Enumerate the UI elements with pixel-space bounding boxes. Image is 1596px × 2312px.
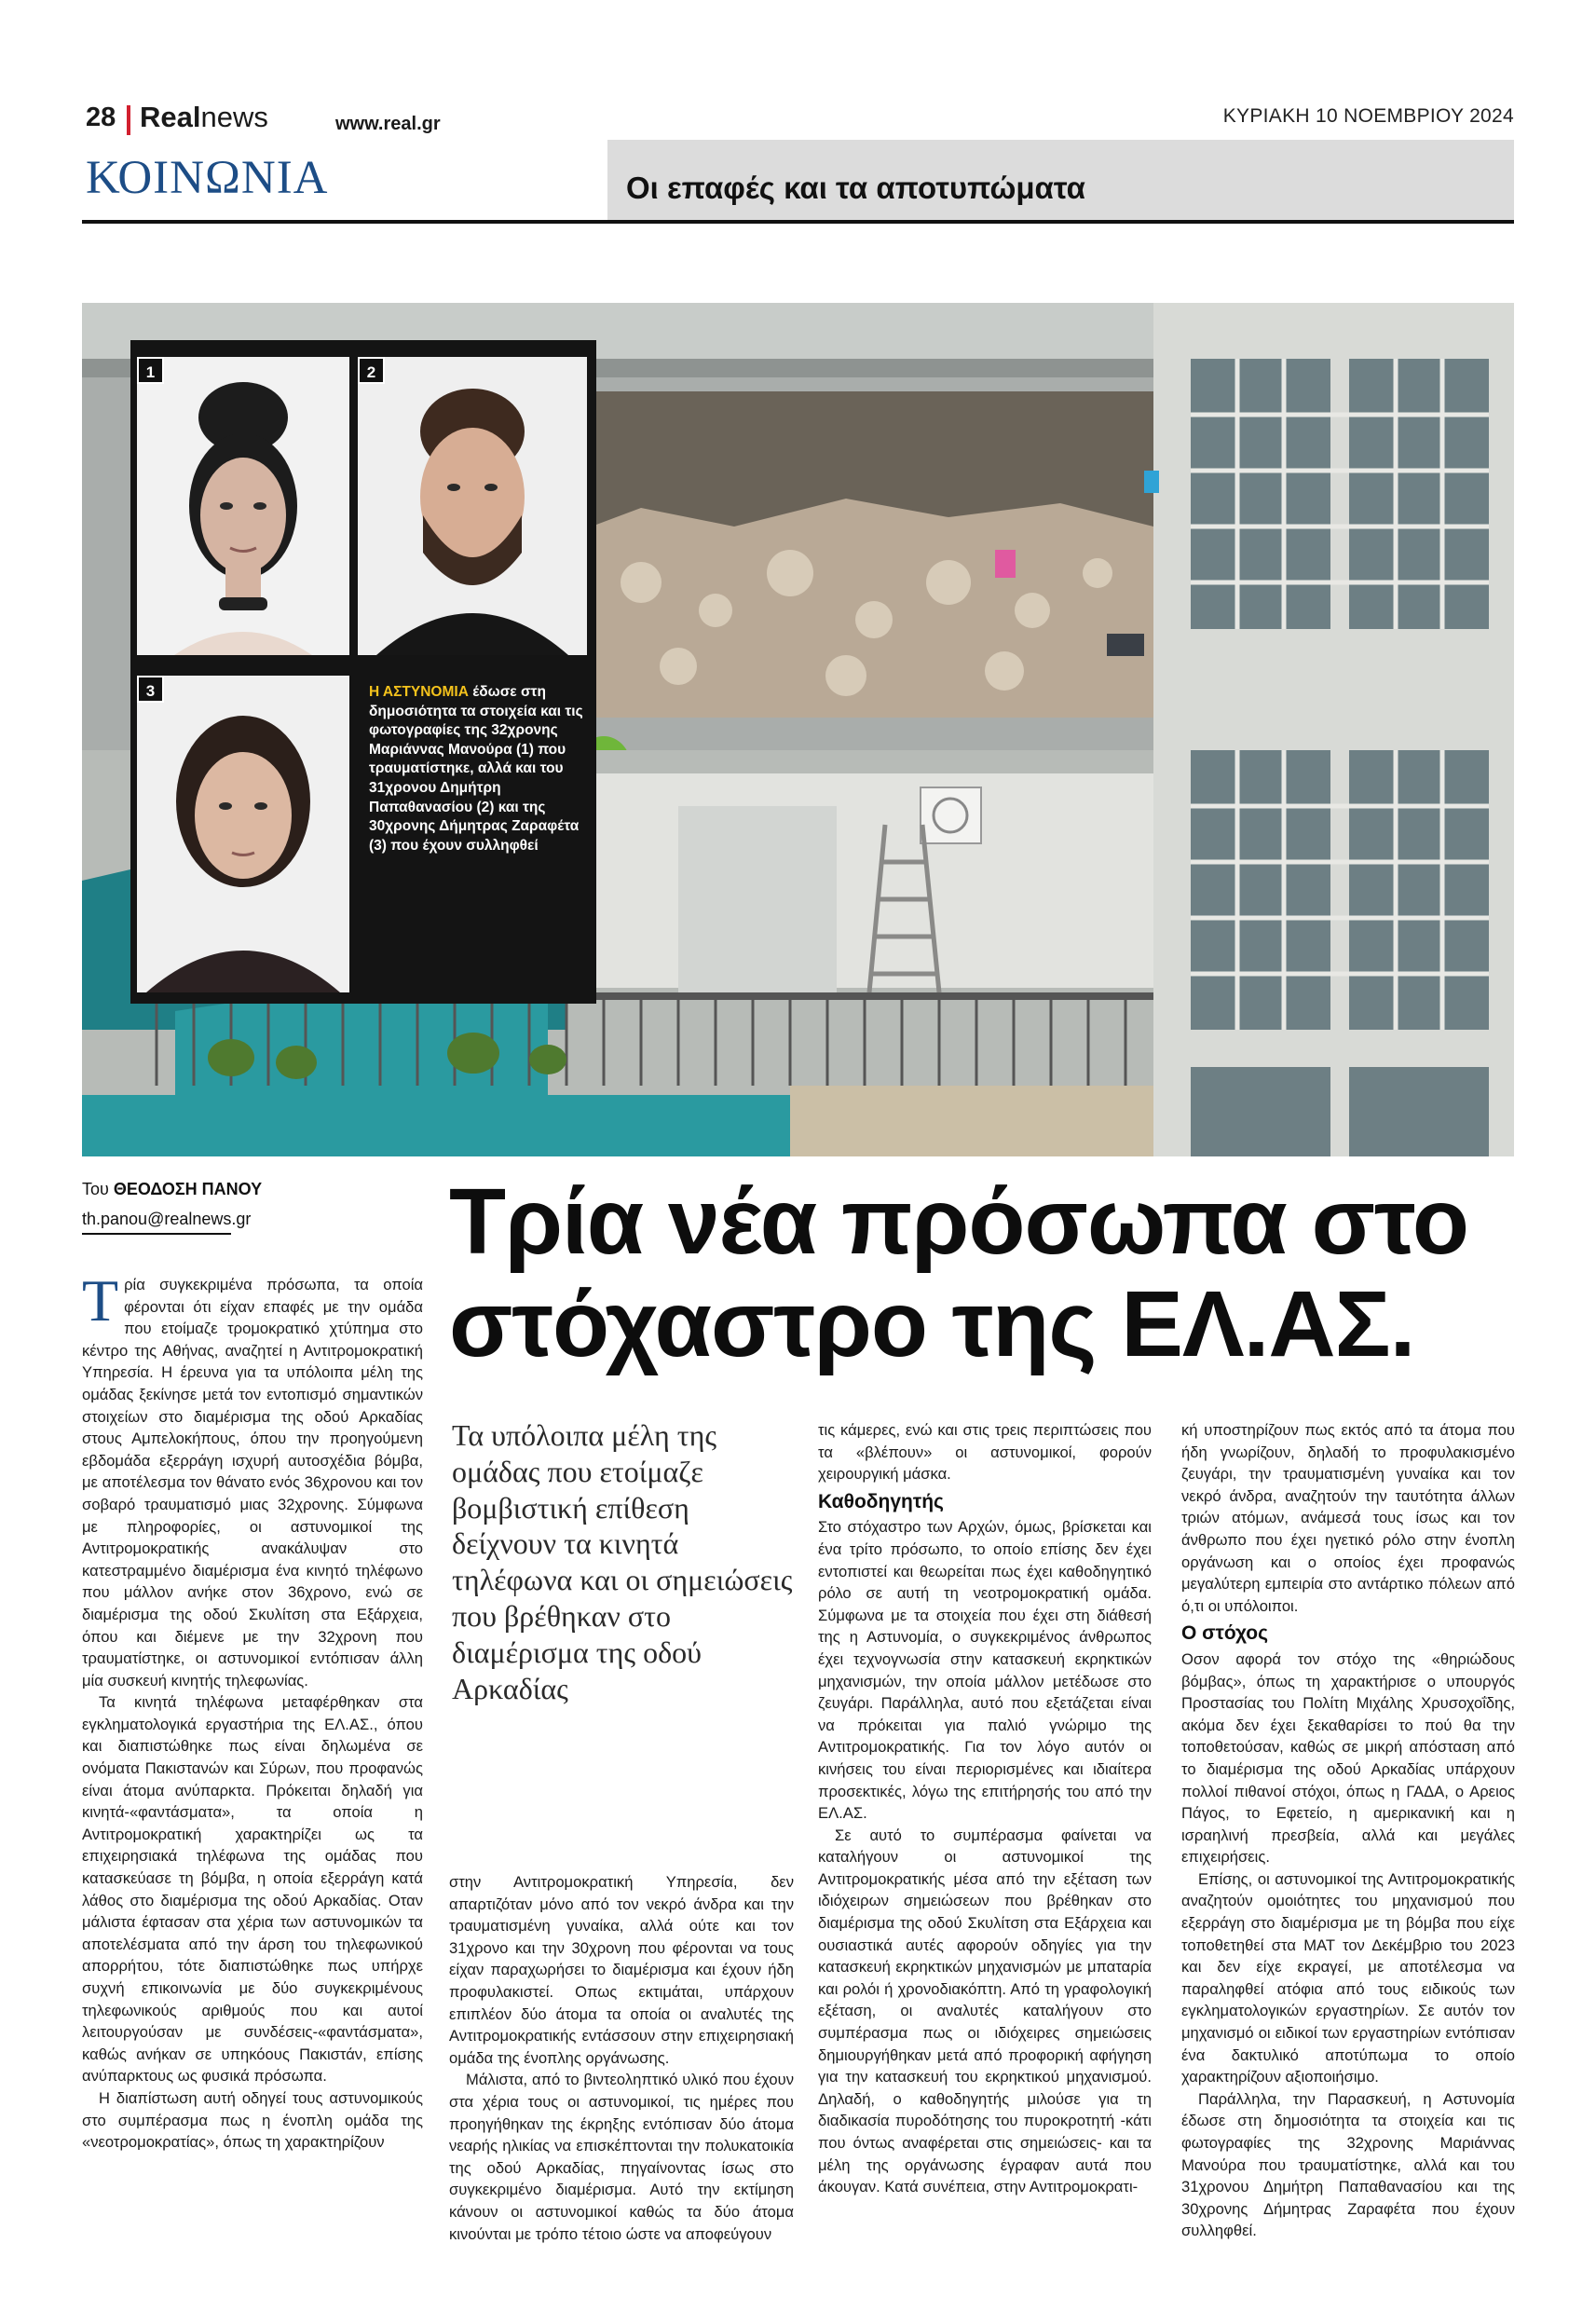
paragraph-text: ρία συγκεκριμένα πρόσωπα, τα οποία φέρονται ότι είχαν επαφές με την ομάδα που ετοίμαζε τρομοκρατικό χτύπημα στο κέντρο της Αθήνας, αναζητεί η Αντιτρομοκρατική Υπηρεσία. Η έρευνα για τα υπόλοιπα μέλη της ομάδας ξεκίνησε μετά τον εντοπισμό σημαντικών στοιχείων στο διαμέρισμα της οδού Αρκαδίας στους Αμπελοκήπους, όπου την προηγούμενη εβδομάδα εξερράγη ισχυρή αυτοσχέδια βόμβα, με αποτέλεσμα τον θάνατο ενός 36χρονου και τον σοβαρό τραυματισμό μιας 32χρονης. Σύμφωνα με πληροφορίες, οι αστυνομικοί της Αντιτρομοκρατικής ανακάλυψαν στο κατεστραμμένο διαμέρισμα ένα κινητό τηλέφωνο που μάλλον ανήκε στον 36χρονο, ενώ σε διαμέρισμα της οδού Σκυλίτση στα Εξάρχεια, όπου και διέμενε με την 32χρονη που τραυματίστηκε, οι αστυνομικοί εντόπισαν άλλη μία συσκευή κινητής τηλεφωνίας. — [82, 1276, 423, 1690]
paragraph: Επίσης, οι αστυνομικοί της Αντιτρομοκρατικής αναζητούν ομοιότητες του μηχανισμού που εξερράγη στο διαμέρισμα με τη βόμβα που είχε τοποθετηθεί στα ΜΑΤ τον Δεκέμβριο του 2023 και δεν είχε εκραγεί, με αποτέλεσμα να παραληφθεί ατόφια από τους ειδικούς των εγκληματολογικών εργαστηρίων. Σε αυτόν τον μηχανισμό οι ειδικοί των εργαστηρίων εντόπισαν ένα δακτυλικό αποτύπωμα το οποίο χαρακτηρίζουν αξιοποιήσιμο. — [1181, 1869, 1515, 2086]
suspects-inset-panel — [130, 340, 596, 1004]
brand-logo — [140, 101, 268, 134]
topic-title: Οι επαφές και τα αποτυπώματα — [626, 171, 1085, 205]
body-column-4 — [1181, 1419, 1515, 2242]
brand-logo-bold: Real — [140, 101, 201, 133]
caption-lead: Η ΑΣΤΥΝΟΜΙΑ — [369, 684, 469, 700]
body-column-2 — [449, 1871, 794, 2245]
headline — [449, 1170, 1511, 1375]
caption-text: έδωσε στη δημοσιότητα τα στοιχεία και τις φωτογραφίες της 32χρονης Μαριάννας Μανούρα (1) που τραυματίστηκε, αλλά και του 31χρονου Δημήτρη Παπαθανασίου (2) και της 30χρονης Δήμητρας Ζαραφέτα (3) που έχουν συλληφθεί — [369, 684, 583, 854]
subheading-kathodigitis: Καθοδηγητής — [818, 1490, 944, 1512]
suspect-photo-2 — [358, 357, 587, 655]
paragraph: Μάλιστα, από το βιντεοληπτικό υλικό που έχουν στα χέρια τους οι αστυνομικοί, τις ημέρες που προηγήθηκαν της έκρηξης εντόπισαν δύο άτομα νεαρής ηλικίας να επισκέπτονται την πολυκατοικία της οδού Αρκαδίας, πηγαίνοντας ίσως στο συγκεκριμένο διαμέρισμα. Αυτό την εκτίμηση κάνουν οι αστυνομικοί καθώς τα δύο άτομα κινούνται με τρόπο τέτοιο ώστε να αποφεύγουν — [449, 2071, 794, 2243]
header-divider-bar — [127, 105, 130, 135]
pull-quote: Τα υπόλοιπα μέλη της ομάδας που ετοίμαζε βομβιστική επίθεση δείχνουν τα κινητά τηλέφωνα και οι σημειώσεις που βρέθηκαν στο διαμέρισμα της οδού Αρκαδίας — [452, 1418, 793, 1705]
paragraph: Παράλληλα, την Παρασκευή, η Αστυνομία έδωσε στη δημοσιότητα τα στοιχεία και τις φωτογραφίες της 32χρονης Μαριάννας Μανούρα που τραυματίστηκε, αλλά και του 31χρονου Δημήτρη Παπαθανασίου και της 30χρονης Δήμητρας Ζαραφέτα που έχουν συλληφθεί. — [1181, 2089, 1515, 2240]
body-column-3 — [818, 1419, 1152, 2198]
headline-line-1: Τρία νέα πρόσωπα στο — [449, 1170, 1468, 1274]
site-url: www.real.gr — [335, 114, 441, 134]
author-email[interactable]: th.panou@realnews.gr — [82, 1210, 252, 1228]
body-column-1 — [82, 1267, 423, 2154]
paragraph: Στο στόχαστρο των Αρχών, όμως, βρίσκεται και ένα τρίτο πρόσωπο, το οποίο επίσης δεν έχει εντοπιστεί και θεωρείται πως έχει καθοδηγητικό ρόλο σε αυτή τη νεοτρομοκρατική ομάδα. Σύμφωνα με τα στοιχεία που έχει στη διάθεσή της η Αστυνομία, ο συγκεκριμένος άνθρωπος έχει τεχνογνωσία στην κατασκευή εκρηκτικών μηχανισμών, την οποία μάλλον μετέδωσε στο ζευγάρι. Παράλληλα, αυτό που εξετάζεται είναι να πρόκειται για παλιό γνώριμο της Αντιτρομοκρατικής. Για τον λόγο αυτόν οι κινήσεις του είναι περιορισμένες και ιδιαίτερα προσεκτικές, λόγω της επιτήρησής του από την ΕΛ.ΑΣ. — [818, 1518, 1152, 1823]
issue-date: ΚΥΡΙΑΚΗ 10 ΝΟΕΜΒΡΙΟΥ 2024 — [1222, 105, 1514, 127]
byline — [82, 1180, 262, 1199]
subheading-o-stoxos: Ο στόχος — [1181, 1622, 1269, 1645]
paragraph: Σε αυτό το συμπέρασμα φαίνεται να καταλήγουν οι αστυνομικοί της Αντιτρομοκρατικής μέσα από την εξέταση των ιδιόχειρων σημειώσεων που βρέθηκαν στο διαμέρισμα της οδού Σκυλίτση στα Εξάρχεια και ουσιαστικά αυτές αφορούν οδηγίες για την κατασκευή εκρηκτικών μηχανισμών με μπαταρία και ρολόι ή χρονοδιακόπτη. Από τη γραφολογική εξέταση, οι αναλυτές καταλήγουν στο συμπέρασμα πως οι ιδιόχειρες σημειώσεις δημιουργήθηκαν μετά από προφορική αφήγηση για την κατασκευή του εκρηκτικού μηχανισμού. Δηλαδή, ο καθοδηγητής μιλούσε για τη διαδικασία πυροδότησης του πυροκροτητή -κάτι που όντως αναφέρεται στις σημειώσεις- και τα μέλη της οργάνωσης έγραφαν αυτά που άκουγαν. Κατά συνέπεια, στην Αντιτρομοκρατι- — [818, 1826, 1152, 2196]
photo-tag-3: 3 — [137, 676, 164, 703]
paragraph: τις κάμερες, ενώ και στις τρεις περιπτώσεις που τα «βλέπουν» οι αστυνομικοί, φορούν χειρουργική μάσκα. — [818, 1421, 1152, 1484]
suspect-photo-3 — [137, 676, 349, 992]
photo-tag-1: 1 — [137, 357, 164, 384]
drop-cap: Τ — [82, 1267, 119, 1334]
byline-rule — [82, 1233, 231, 1235]
paragraph: κή υποστηρίζουν πως εκτός από τα άτομα που ήδη γνωρίζουν, δηλαδή το προφυλακισμένο ζευγάρι, την τραυματισμένη γυναίκα και τον νεκρό άνδρα, αναζητούν την ταυτότητα άλλων τριών ατόμων, ανάμεσά τους ίσως και τον άνθρωπο που έχει ηγετικό ρόλο στην ένοπλη οργάνωση και ο οποίος έχει προφανώς μεγαλύτερη εμπειρία στο αντάρτικο πόλεων από ό,τι οι υπόλοιποι. — [1181, 1421, 1515, 1615]
photo-tag-2: 2 — [358, 357, 385, 384]
paragraph: Η διαπίστωση αυτή οδηγεί τους αστυνομικούς στο συμπέρασμα πως η ένοπλη ομάδα της «νεοτρομοκρατίας», όπως τη χαρακτηρίζουν — [82, 2088, 423, 2152]
section-label: ΚΟΙΝΩΝΙΑ — [86, 152, 329, 204]
header-rule — [82, 220, 1514, 224]
brand-logo-light: news — [200, 101, 268, 133]
byline-prefix: Του — [82, 1180, 109, 1198]
paragraph: Οσον αφορά τον στόχο της «θηριώδους βόμβας», όπως τη χαρακτήρισε ο υπουργός Προστασίας του Πολίτη Μιχάλης Χρυσοχοΐδης, ακόμα δεν έχει ξεκαθαρίσει το πού θα την τοποθετούσαν, καθώς σε μικρή απόσταση από το διαμέρισμα της οδού Αρκαδίας υπάρχουν πολλοί πιθανοί στόχοι, όπως η ΓΑΔΑ, ο Αρειος Πάγος, το Εφετείο, η αμερικανική και η ισραηλινή πρεσβεία, αλλά και μεγάλες επιχειρήσεις. — [1181, 1649, 1515, 1867]
paragraph: Τα κινητά τηλέφωνα μεταφέρθηκαν στα εγκληματολογικά εργαστήρια της ΕΛ.ΑΣ., όπου και διαπιστώθηκε πως είναι δηλωμένα σε ονόματα Πακιστανών και Σύρων, που προφανώς είναι άτομα ανύπαρκτα. Πρόκειται δηλαδή για κινητά-«φαντάσματα», τα οποία η Αντιτρομοκρατική χαρακτηρίζει ως τα επιχειρησιακά τηλέφωνα της ομάδας που κατασκεύασε τη βόμβα, η οποία εξερράγη κατά λάθος στο διαμέρισμα της οδού Αρκαδίας. Οταν μάλιστα έφτασαν στα χέρια των αστυνομικών τα αποτελέσματα από την άρση του τηλεφωνικού απορρήτου, τότε διαπιστώθηκε πως υπήρχε συχνή επικοινωνία με δύο συγκεκριμένους τηλεφωνικούς αριθμούς που και αυτοί λειτουργούσαν με συνδέσεις-«φαντάσματα», καθώς ανήκαν σε υπηκόους Πακιστάν, επίσης ανύπαρκτους ως φυσικά πρόσωπα. — [82, 1693, 423, 2086]
suspect-photo-1 — [137, 357, 349, 655]
page-number: 28 — [86, 103, 116, 132]
paragraph: στην Αντιτρομοκρατική Υπηρεσία, δεν απαρτιζόταν μόνο από τον νεκρό άνδρα και την τραυματισμένη γυναίκα, αλλά ούτε και τον 31χρονο και την 30χρονη που φέρονται να τους είχαν παραχωρήσει το διαμέρισμα και έχουν ήδη προφυλακιστεί. Οπως εκτιμάται, υπάρχουν επιπλέον δύο άτομα τα οποία οι αναλυτές της Αντιτρομοκρατικής εντάσσουν στην επιχειρησιακή ομάδα της ένοπλης οργάνωσης. — [449, 1873, 794, 2067]
headline-line-2: στόχαστρο της ΕΛ.ΑΣ. — [449, 1272, 1415, 1376]
paragraph — [82, 1267, 423, 1691]
byline-author: ΘΕΟΔΟΣΗ ΠΑΝΟΥ — [113, 1180, 263, 1198]
inset-caption — [369, 683, 593, 855]
